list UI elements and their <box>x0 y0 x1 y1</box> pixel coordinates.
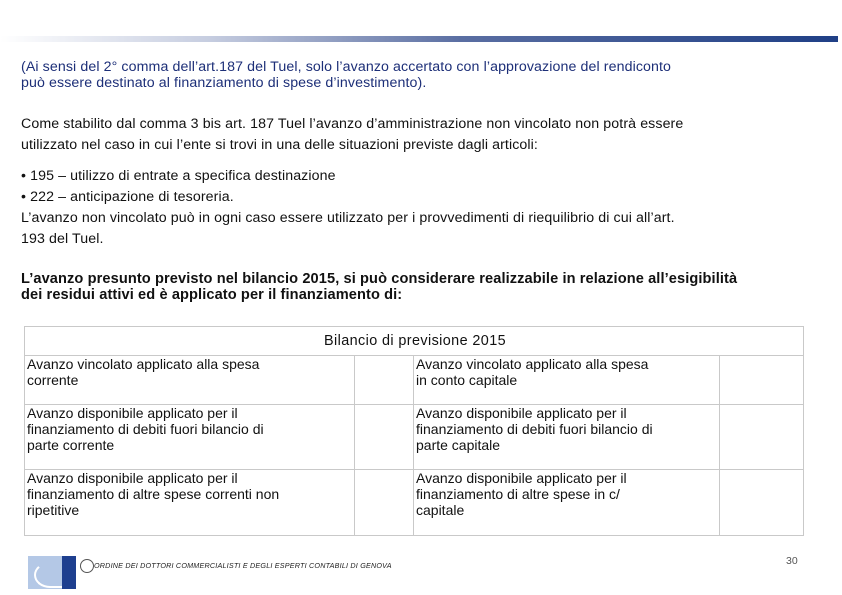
table-cell-right-label: Avanzo disponibile applicato per il finanziamento di altre spese in c/ capitale <box>414 470 720 536</box>
table-row <box>25 404 804 470</box>
logo-block <box>62 556 76 589</box>
page-number: 30 <box>786 555 798 567</box>
table-cell-right-value <box>720 404 804 470</box>
table-cell-left-value <box>355 470 414 536</box>
header-gradient-bar <box>0 36 838 42</box>
paragraph-comma-3bis: Come stabilito dal comma 3 bis art. 187 Tuel l’avanzo d’amministrazione non vincolato non potrà essere utilizzato nel caso in cui l’ente si trovi in una delle situazioni previste dagli articoli: <box>21 116 684 153</box>
odcec-logo <box>28 556 76 589</box>
table-cell-right-value <box>720 470 804 536</box>
paragraph-articles-list: • 195 – utilizzo di entrate a specifica destinazione • 222 – anticipazione di tesoreria. L’avanzo non vincolato può in ogni caso essere utilizzato per i provvedimenti di riequilibrio di cui all’art. 193 del Tuel. <box>21 168 675 247</box>
table-title: Bilancio di previsione 2015 <box>25 327 804 356</box>
table-cell-right-value <box>720 356 804 404</box>
table-cell-left-label: Avanzo disponibile applicato per il finanziamento di debiti fuori bilancio di parte corrente <box>25 404 355 470</box>
bilancio-table <box>24 326 804 536</box>
table-cell-right-label: Avanzo vincolato applicato alla spesa in conto capitale <box>414 356 720 404</box>
footer-organization: ORDINE DEI DOTTORI COMMERCIALISTI E DEGLI ESPERTI CONTABILI DI GENOVA <box>94 561 392 570</box>
table-cell-left-label: Avanzo disponibile applicato per il finanziamento di altre spese correnti non ripetitive <box>25 470 355 536</box>
seal-icon <box>80 559 94 573</box>
table-cell-left-value <box>355 356 414 404</box>
table-cell-right-label: Avanzo disponibile applicato per il finanziamento di debiti fuori bilancio di parte capitale <box>414 404 720 470</box>
table-row <box>25 356 804 404</box>
table-cell-left-label: Avanzo vincolato applicato alla spesa corrente <box>25 356 355 404</box>
table-row <box>25 470 804 536</box>
paragraph-art187-note: (Ai sensi del 2° comma dell’art.187 del Tuel, solo l’avanzo accertato con l’approvazione del rendiconto può essere destinato al finanziamento di spese d’investimento). <box>21 59 672 91</box>
paragraph-avanzo-presunto: L’avanzo presunto previsto nel bilancio 2015, si può considerare realizzabile in relazione all’esigibilità dei residui attivi ed è applicato per il finanziamento di: <box>21 271 738 303</box>
table-header-row <box>25 327 804 356</box>
table-cell-left-value <box>355 404 414 470</box>
